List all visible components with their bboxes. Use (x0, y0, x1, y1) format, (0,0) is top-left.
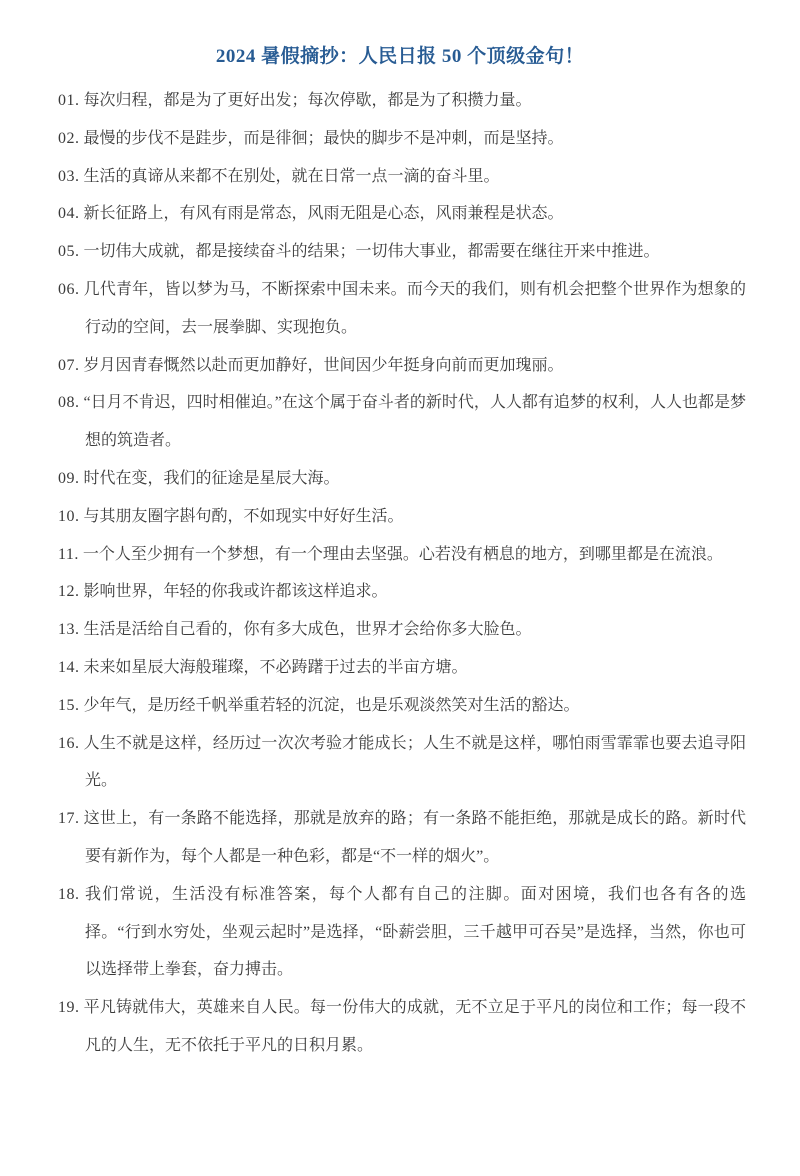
quote-text: 生活是活给自己看的，你有多大成色，世界才会给你多大脸色。 (83, 621, 532, 639)
quote-text: 与其朋友圈字斟句酌，不如现实中好好生活。 (83, 507, 404, 525)
quote-item (58, 460, 746, 498)
quote-item (58, 233, 746, 271)
quote-text: “日月不肯迟，四时相催迫。”在这个属于奋斗者的新时代，人人都有追梦的权利，人人也都是梦想的筑造者。 (83, 394, 746, 450)
quote-number: 18. (58, 885, 80, 903)
quote-item (58, 725, 746, 801)
quote-item (58, 498, 746, 536)
quote-text: 影响世界，年轻的你我或许都该这样追求。 (83, 583, 388, 601)
quote-text: 平凡铸就伟大，英雄来自人民。每一份伟大的成就，无不立足于平凡的岗位和工作；每一段不凡的人生，无不依托于平凡的日积月累。 (83, 999, 746, 1054)
quote-item (58, 989, 746, 1065)
quote-text: 一个人至少拥有一个梦想，有一个理由去坚强。心若没有栖息的地方，到哪里都是在流浪。 (82, 545, 723, 563)
quote-item (58, 536, 746, 574)
quote-number: 09. (58, 469, 80, 487)
quote-text: 几代青年，皆以梦为马，不断探索中国未来。而今天的我们，则有机会把整个世界作为想象的行动的空间，去一展拳脚、实现抱负。 (83, 280, 746, 336)
quote-number: 12. (58, 583, 80, 601)
quote-number: 10. (58, 507, 80, 525)
quote-number: 16. (58, 734, 80, 752)
quote-item (58, 195, 746, 233)
quote-text: 我们常说，生活没有标准答案，每个人都有自己的注脚。面对困境，我们也各有各的选择。“行到水穷处，坐观云起时”是选择，“卧薪尝胆，三千越甲可吞吴”是选择，当然，你也可以选择带上拳套，奋力搏击。 (84, 885, 746, 979)
quote-item (58, 384, 746, 460)
quote-item (58, 573, 746, 611)
quote-number: 15. (58, 696, 80, 714)
quote-number: 04. (58, 205, 80, 223)
quote-text: 岁月因青春慨然以赴而更加静好，世间因少年挺身向前而更加瑰丽。 (83, 356, 564, 374)
quote-item (58, 687, 746, 725)
quote-number: 07. (58, 356, 80, 374)
quote-text: 时代在变，我们的征途是星辰大海。 (83, 469, 340, 487)
quote-item (58, 876, 746, 989)
quote-list (0, 82, 800, 1065)
document-page (0, 44, 800, 1176)
quote-number: 05. (58, 243, 80, 261)
quote-item (58, 158, 746, 196)
quote-text: 最慢的步伐不是跬步，而是徘徊；最快的脚步不是冲刺，而是坚持。 (83, 129, 564, 147)
quote-number: 11. (58, 545, 79, 563)
quote-number: 14. (58, 658, 80, 676)
quote-item (58, 271, 746, 347)
quote-number: 01. (58, 92, 80, 109)
quote-text: 少年气，是历经千帆举重若轻的沉淀，也是乐观淡然笑对生活的豁达。 (83, 696, 580, 714)
quote-number: 17. (58, 810, 80, 828)
quote-number: 06. (58, 280, 80, 298)
quote-item (58, 611, 746, 649)
quote-number: 02. (58, 129, 80, 147)
quote-item (58, 82, 746, 120)
quote-number: 03. (58, 167, 80, 185)
quote-text: 新长征路上，有风有雨是常态，风雨无阻是心态，风雨兼程是状态。 (83, 205, 564, 223)
quote-text: 人生不就是这样，经历过一次次考验才能成长；人生不就是这样，哪怕雨雪霏霏也要去追寻阳光。 (83, 734, 746, 790)
quote-number: 08. (58, 394, 80, 412)
page-title: 2024 暑假摘抄：人民日报 50 个顶级金句！ (215, 46, 585, 67)
quote-text: 这世上，有一条路不能选择，那就是放弃的路；有一条路不能拒绝，那就是成长的路。新时代要有新作为，每个人都是一种色彩，都是“不一样的烟火”。 (83, 810, 746, 865)
quote-item (58, 800, 746, 876)
quote-text: 未来如星辰大海般璀璨，不必踌躇于过去的半亩方塘。 (83, 658, 468, 676)
quote-item (58, 347, 746, 385)
quote-number: 13. (58, 621, 80, 639)
quote-number: 19. (58, 999, 80, 1017)
quote-text: 生活的真谛从来都不在别处，就在日常一点一滴的奋斗里。 (83, 167, 500, 185)
quote-text: 每次归程，都是为了更好出发；每次停歇，都是为了积攒力量。 (83, 92, 532, 109)
quote-item (58, 649, 746, 687)
quote-item (58, 120, 746, 158)
quote-text: 一切伟大成就，都是接续奋斗的结果；一切伟大事业，都需要在继往开来中推进。 (83, 243, 660, 261)
